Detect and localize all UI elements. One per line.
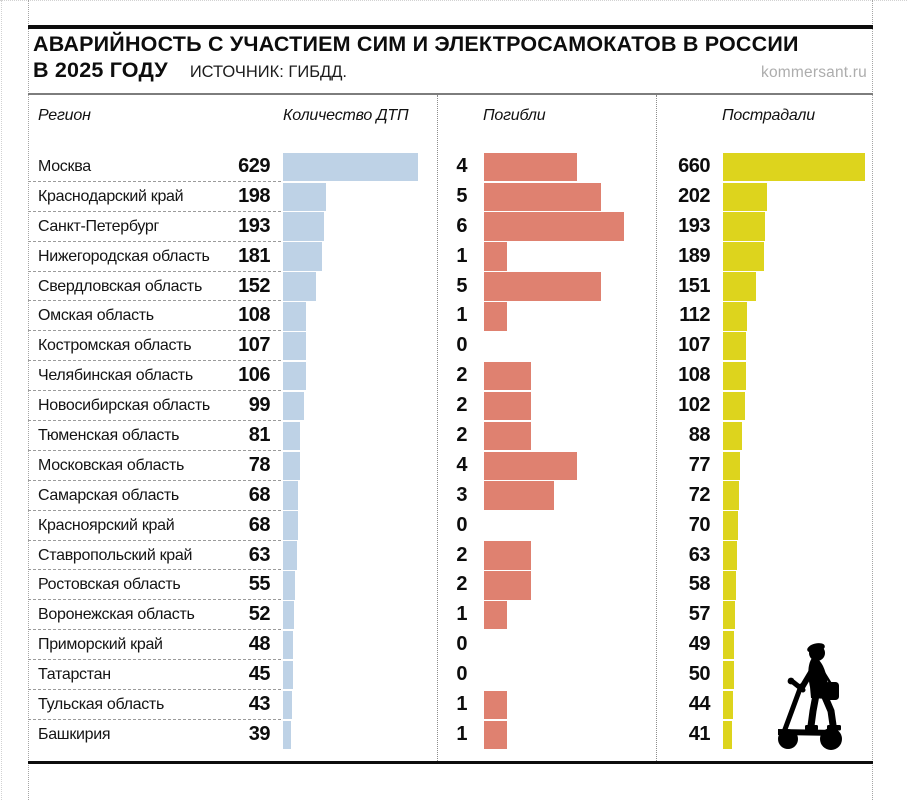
Пострадали-bar	[723, 721, 732, 749]
Пострадали-value: 49	[688, 633, 710, 656]
Погибли-value: 2	[456, 573, 467, 596]
Количество ДТП-value: 81	[248, 424, 270, 447]
Количество ДТП-value: 43	[248, 693, 270, 716]
Погибли-bar	[484, 212, 624, 240]
Погибли-value: 3	[456, 483, 467, 506]
Количество ДТП-value: 107	[238, 334, 270, 357]
region-label: Москва	[38, 158, 91, 175]
region-label: Ставропольский край	[38, 546, 193, 564]
Количество ДТП-bar	[283, 721, 291, 749]
Количество ДТП-bar	[283, 571, 295, 599]
table-row	[0, 212, 907, 242]
Пострадали-bar	[723, 422, 742, 450]
Погибли-bar	[484, 422, 531, 450]
Пострадали-bar	[723, 691, 733, 719]
table-row	[0, 182, 907, 212]
table-row	[0, 720, 907, 750]
Пострадали-bar	[723, 511, 738, 539]
Количество ДТП-value: 52	[248, 603, 270, 626]
Погибли-bar	[484, 362, 531, 390]
region-label: Башкирия	[38, 725, 111, 743]
Количество ДТП-value: 55	[248, 573, 270, 596]
Количество ДТП-value: 193	[238, 214, 270, 237]
table-row	[0, 481, 907, 511]
table-row	[0, 331, 907, 361]
region-label: Самарская область	[38, 486, 179, 504]
Количество ДТП-value: 68	[248, 513, 270, 536]
title-line1: АВАРИЙНОСТЬ С УЧАСТИЕМ СИМ И ЭЛЕКТРОСАМОКАТОВ В РОССИИ	[33, 32, 799, 56]
Количество ДТП-bar	[283, 183, 326, 211]
Погибли-value: 2	[456, 364, 467, 387]
Количество ДТП-value: 78	[248, 453, 270, 476]
Пострадали-bar	[723, 601, 735, 629]
table-row	[0, 391, 907, 421]
region-label: Красноярский край	[38, 516, 175, 534]
Погибли-value: 1	[456, 244, 467, 267]
Количество ДТП-bar	[283, 601, 294, 629]
Погибли-bar	[484, 272, 601, 300]
Пострадали-value: 660	[678, 155, 710, 177]
Погибли-bar	[484, 392, 531, 420]
region-label: Новосибирская область	[38, 397, 210, 415]
Погибли-value: 5	[456, 274, 467, 297]
Количество ДТП-value: 99	[248, 394, 270, 417]
Погибли-value: 2	[456, 543, 467, 566]
table-row	[0, 541, 907, 571]
Погибли-value: 0	[456, 513, 467, 536]
table-row	[0, 570, 907, 600]
Количество ДТП-value: 48	[248, 633, 270, 656]
Пострадали-bar	[723, 631, 734, 659]
Пострадали-value: 41	[688, 722, 710, 745]
Пострадали-value: 88	[688, 424, 710, 447]
region-label: Воронежская область	[38, 606, 195, 624]
Погибли-value: 2	[456, 394, 467, 417]
Количество ДТП-value: 152	[238, 274, 270, 297]
top-black-rule	[28, 25, 873, 29]
column-header-accidents: Количество ДТП	[283, 107, 409, 124]
Количество ДТП-bar	[283, 631, 293, 659]
Пострадали-value: 151	[678, 274, 710, 297]
Погибли-bar	[484, 721, 507, 749]
Пострадали-value: 57	[688, 603, 710, 626]
Погибли-bar	[484, 571, 531, 599]
Количество ДТП-bar	[283, 392, 304, 420]
Пострадали-bar	[723, 302, 747, 330]
bottom-black-rule	[28, 761, 873, 764]
Пострадали-value: 107	[678, 334, 710, 357]
Количество ДТП-value: 181	[238, 244, 270, 267]
Количество ДТП-value: 39	[248, 722, 270, 745]
Пострадали-value: 44	[688, 693, 710, 716]
Пострадали-value: 112	[679, 304, 710, 327]
Количество ДТП-bar	[283, 541, 297, 569]
Пострадали-value: 58	[688, 573, 710, 596]
page-title	[33, 32, 853, 85]
region-label: Татарстан	[38, 666, 111, 684]
Количество ДТП-value: 68	[248, 483, 270, 506]
Погибли-bar	[484, 601, 507, 629]
region-label: Приморский край	[38, 636, 163, 654]
chart-rows	[0, 152, 907, 750]
Количество ДТП-bar	[283, 362, 306, 390]
table-row	[0, 272, 907, 302]
region-label: Тульская область	[38, 696, 164, 714]
Количество ДТП-bar	[283, 332, 306, 360]
region-label: Краснодарский край	[38, 187, 184, 205]
table-row	[0, 690, 907, 720]
Погибли-bar	[484, 691, 507, 719]
Количество ДТП-bar	[283, 691, 292, 719]
Погибли-bar	[484, 541, 531, 569]
Количество ДТП-value: 629	[238, 155, 270, 177]
Пострадали-bar	[723, 362, 746, 390]
region-label: Челябинская область	[38, 367, 193, 385]
Погибли-value: 2	[456, 424, 467, 447]
Пострадали-value: 189	[678, 244, 710, 267]
Количество ДТП-bar	[283, 481, 298, 509]
source-label: ИСТОЧНИК: ГИБДД.	[189, 62, 347, 81]
region-label: Санкт-Петербург	[38, 217, 159, 235]
Пострадали-bar	[723, 153, 865, 181]
Пострадали-bar	[723, 242, 764, 270]
Погибли-value: 5	[456, 184, 467, 207]
Пострадали-value: 193	[678, 214, 710, 237]
Погибли-bar	[484, 242, 507, 270]
Погибли-bar	[484, 481, 554, 509]
Пострадали-value: 50	[688, 663, 710, 686]
Количество ДТП-bar	[283, 661, 293, 689]
region-label: Омская область	[38, 307, 154, 325]
Погибли-bar	[484, 183, 601, 211]
region-label: Нижегородская область	[38, 247, 210, 265]
Пострадали-bar	[723, 481, 739, 509]
Погибли-value: 1	[456, 722, 467, 745]
Количество ДТП-value: 198	[238, 184, 270, 207]
Пострадали-value: 77	[688, 453, 710, 476]
Погибли-value: 1	[456, 693, 467, 716]
table-row	[0, 511, 907, 541]
Пострадали-bar	[723, 571, 736, 599]
Количество ДТП-bar	[283, 422, 300, 450]
table-row	[0, 630, 907, 660]
Количество ДТП-bar	[283, 212, 324, 240]
Пострадали-bar	[723, 661, 734, 689]
column-header-died: Погибли	[483, 107, 546, 124]
table-row	[0, 301, 907, 331]
Количество ДТП-bar	[283, 511, 298, 539]
Погибли-value: 4	[456, 453, 467, 476]
table-row	[0, 421, 907, 451]
Пострадали-bar	[723, 541, 737, 569]
Погибли-bar	[484, 452, 577, 480]
table-row	[0, 451, 907, 481]
Количество ДТП-value: 108	[238, 304, 270, 327]
Погибли-value: 6	[456, 214, 467, 237]
Количество ДТП-bar	[283, 272, 316, 300]
table-row	[0, 242, 907, 272]
Пострадали-value: 108	[678, 364, 710, 387]
Количество ДТП-bar	[283, 302, 306, 330]
Погибли-value: 1	[456, 603, 467, 626]
Пострадали-value: 202	[678, 184, 710, 207]
scooter-rider-icon	[775, 641, 851, 751]
Количество ДТП-value: 45	[248, 663, 270, 686]
region-label: Свердловская область	[38, 277, 202, 295]
Количество ДТП-value: 106	[238, 364, 270, 387]
Пострадали-bar	[723, 392, 745, 420]
page-edge-top-border	[0, 0, 907, 1]
region-label: Костромская область	[38, 337, 192, 355]
header-separator-rule	[28, 93, 873, 95]
site-watermark: kommersant.ru	[761, 64, 867, 81]
region-label: Ростовская область	[38, 576, 181, 594]
Погибли-value: 1	[456, 304, 467, 327]
table-row	[0, 152, 907, 182]
Количество ДТП-value: 63	[248, 543, 270, 566]
table-row	[0, 660, 907, 690]
region-label: Московская область	[38, 456, 185, 474]
Количество ДТП-bar	[283, 153, 418, 181]
Пострадали-value: 102	[678, 394, 710, 417]
Пострадали-bar	[723, 212, 765, 240]
Пострадали-bar	[723, 272, 756, 300]
table-row	[0, 361, 907, 391]
Пострадали-value: 70	[688, 513, 710, 536]
Погибли-value: 4	[456, 155, 467, 177]
region-label: Тюменская область	[38, 427, 180, 445]
Пострадали-bar	[723, 452, 740, 480]
title-line2: В 2025 ГОДУ	[33, 57, 168, 82]
Количество ДТП-bar	[283, 242, 322, 270]
Погибли-value: 0	[456, 334, 467, 357]
Погибли-bar	[484, 153, 577, 181]
Количество ДТП-bar	[283, 452, 300, 480]
Погибли-value: 0	[456, 633, 467, 656]
Пострадали-bar	[723, 332, 746, 360]
Погибли-value: 0	[456, 663, 467, 686]
Пострадали-value: 72	[688, 483, 710, 506]
Погибли-bar	[484, 302, 507, 330]
column-header-region: Регион	[38, 107, 91, 124]
column-header-injured: Пострадали	[722, 107, 815, 124]
table-row	[0, 600, 907, 630]
Пострадали-value: 63	[688, 543, 710, 566]
Пострадали-bar	[723, 183, 767, 211]
